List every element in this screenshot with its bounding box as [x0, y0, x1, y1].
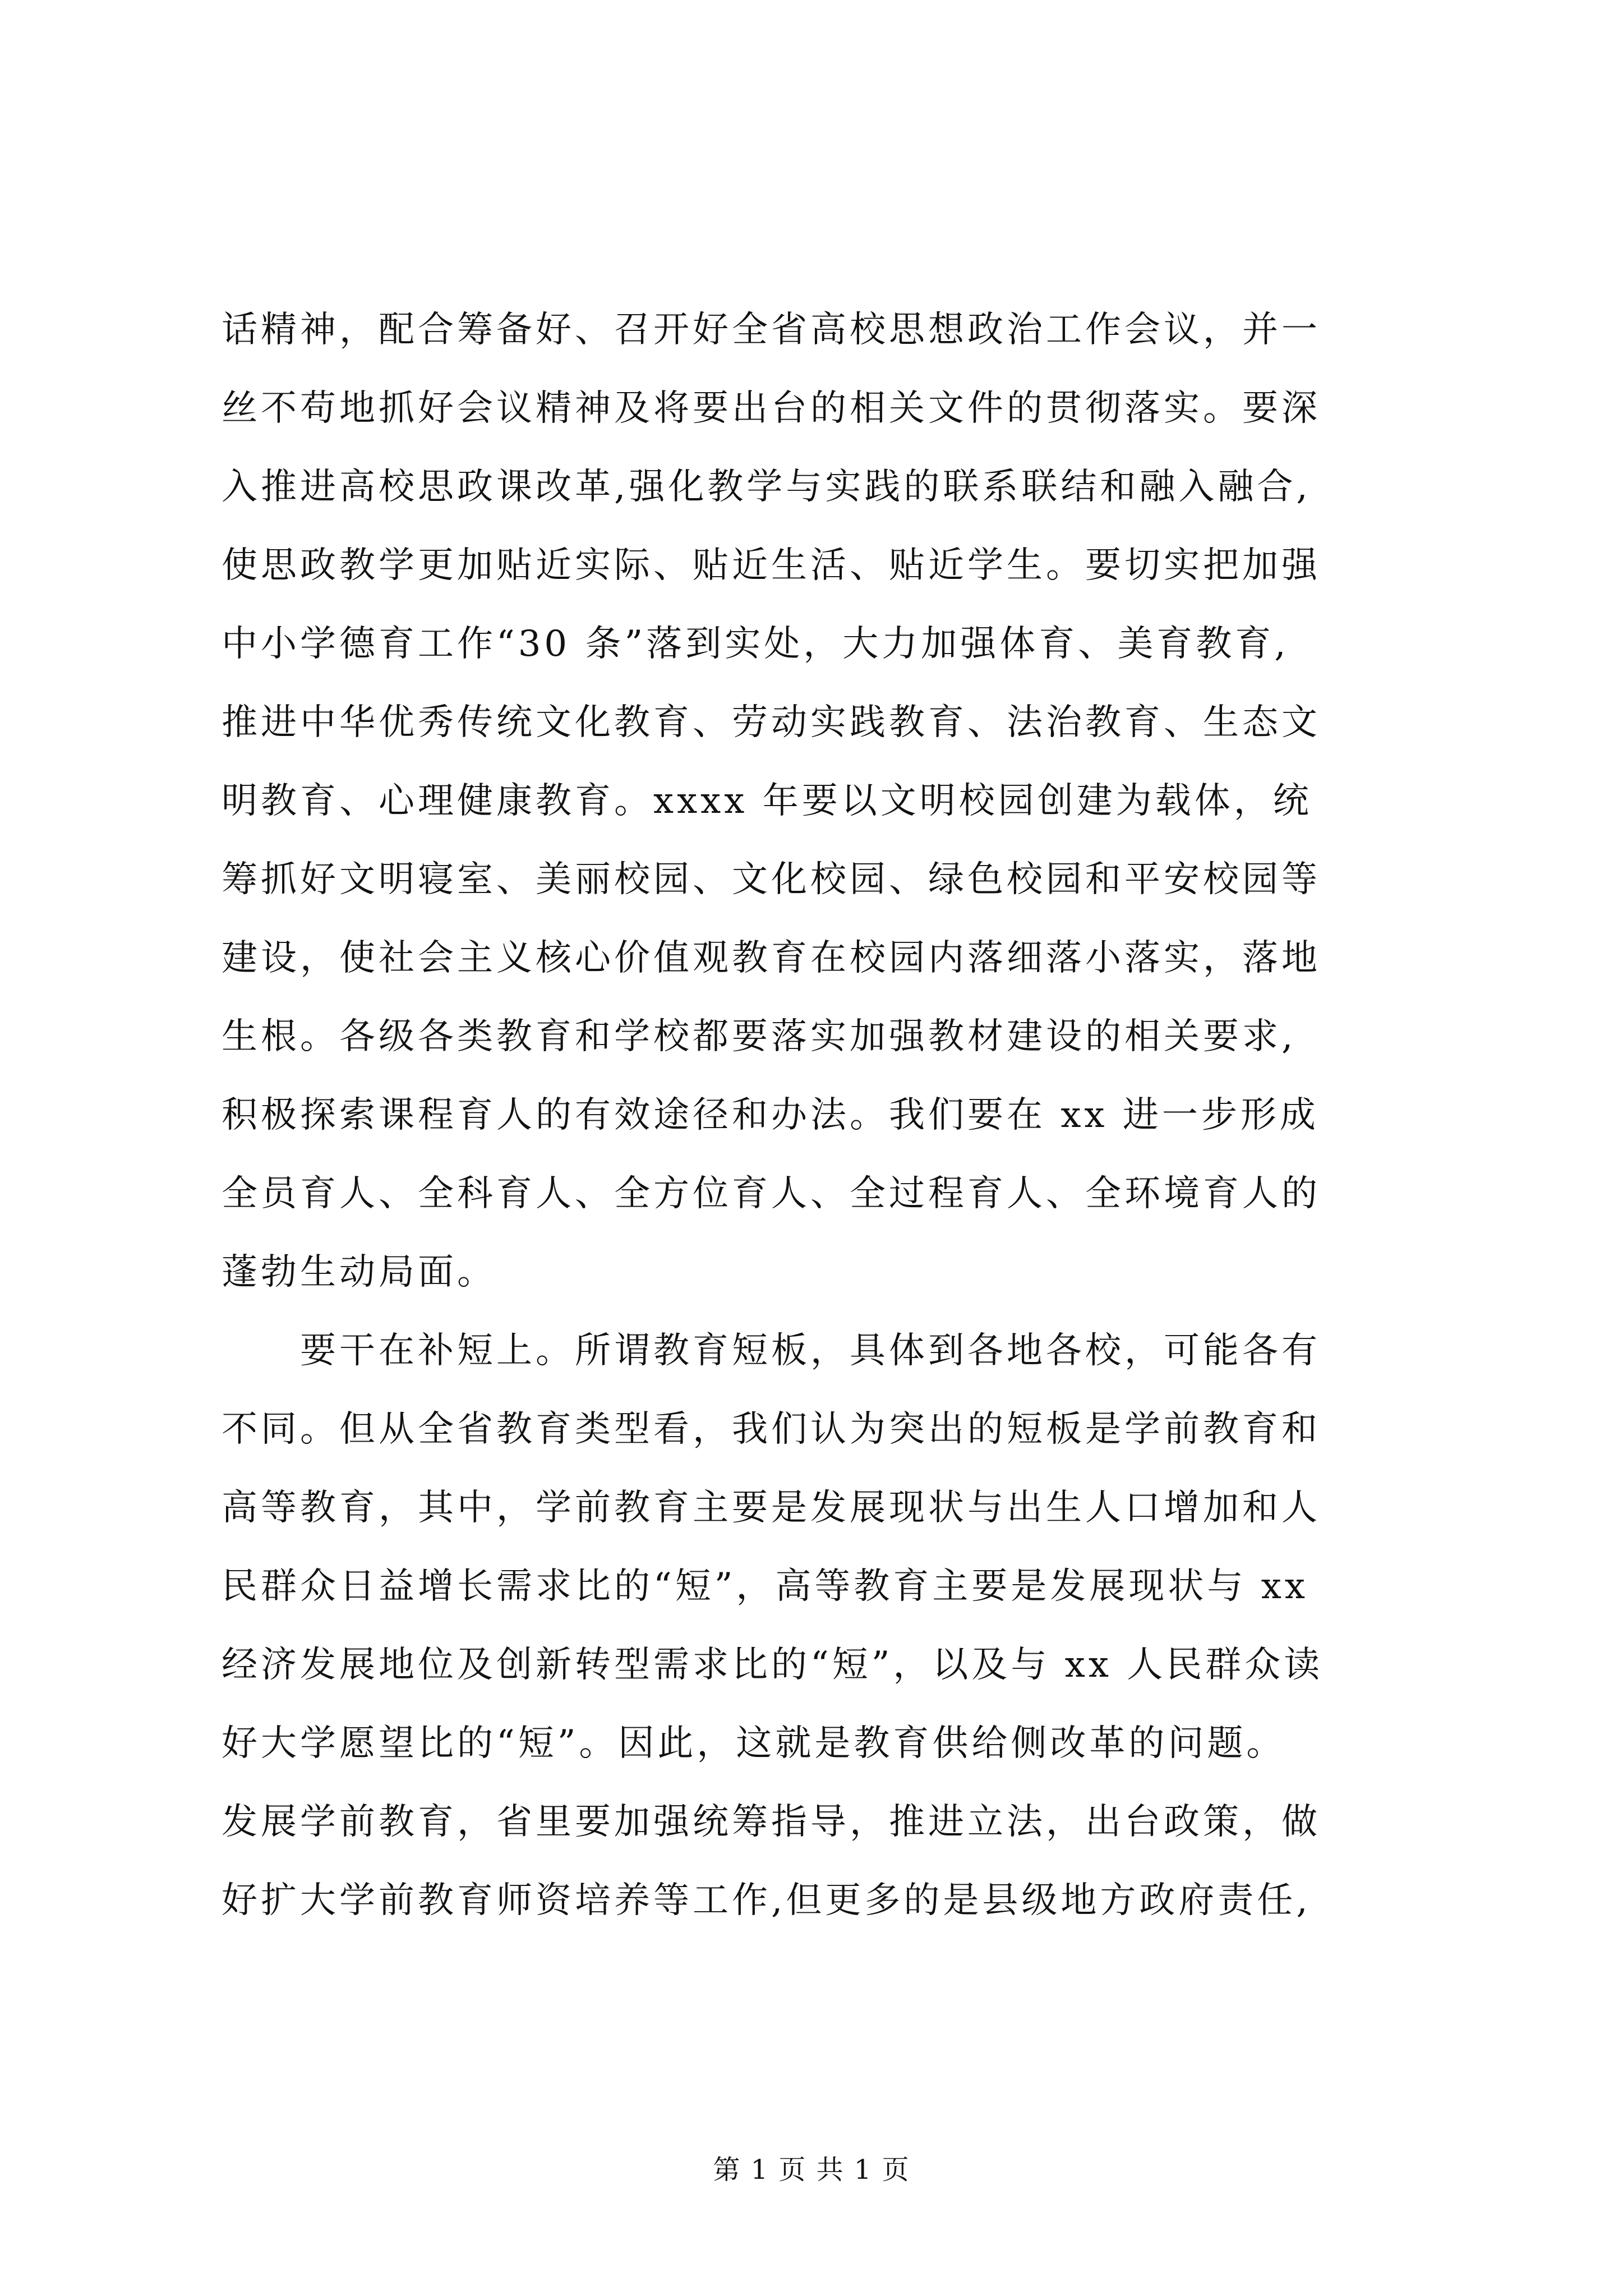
- text-line: 筹抓好文明寝室、美丽校园、文化校园、绿色校园和平安校园等: [222, 859, 1321, 900]
- text-line: 好大学愿望比的“短”。因此，这就是教育供给侧改革的问题。: [222, 1723, 1286, 1764]
- text-line: 丝不苟地抓好会议精神及将要出台的相关文件的贯彻落实。要深: [222, 388, 1321, 429]
- text-line: 发展学前教育，省里要加强统筹指导，推进立法，出台政策，做: [222, 1801, 1321, 1843]
- text-line: 不同。但从全省教育类型看，我们认为突出的短板是学前教育和: [222, 1409, 1321, 1450]
- text-line: 经济发展地位及创新转型需求比的“短”，以及与 xx 人民群众读: [222, 1644, 1324, 1686]
- text-line: 生根。各级各类教育和学校都要落实加强教材建设的相关要求,: [222, 1016, 1297, 1057]
- text-line: 话精神，配合筹备好、召开好全省高校思想政治工作会议，并一: [222, 309, 1321, 351]
- text-line: 入推进高校思政课改革,强化教学与实践的联系联结和融入融合,: [222, 466, 1311, 508]
- text-line: 推进中华优秀传统文化教育、劳动实践教育、法治教育、生态文: [222, 702, 1321, 743]
- text-line: 建设，使社会主义核心价值观教育在校园内落细落小落实，落地: [222, 937, 1321, 979]
- text-line: 中小学德育工作“30 条”落到实处，大力加强体育、美育教育,: [222, 623, 1289, 665]
- text-line: 明教育、心理健康教育。xxxx 年要以文明校园创建为载体，统: [222, 780, 1312, 822]
- text-line: 好扩大学前教育师资培养等工作,但更多的是县级地方政府责任,: [222, 1880, 1311, 1921]
- text-line: 全员育人、全科育人、全方位育人、全过程育人、全环境育人的: [222, 1173, 1321, 1214]
- page-footer: 第 1 页 共 1 页: [713, 2154, 910, 2185]
- text-line: 民群众日益增长需求比的“短”，高等教育主要是发展现状与 xx: [222, 1566, 1308, 1607]
- text-line: 高等教育，其中，学前教育主要是发展现状与出生人口增加和人: [222, 1487, 1321, 1529]
- paragraph-first-line: 要干在补短上。所谓教育短板，具体到各地各校，可能各有: [300, 1330, 1321, 1372]
- text-line: 使思政教学更加贴近实际、贴近生活、贴近学生。要切实把加强: [222, 545, 1321, 586]
- text-line: 积极探索课程育人的有效途径和办法。我们要在 xx 进一步形成: [222, 1094, 1319, 1136]
- text-line: 蓬勃生动局面。: [222, 1251, 496, 1293]
